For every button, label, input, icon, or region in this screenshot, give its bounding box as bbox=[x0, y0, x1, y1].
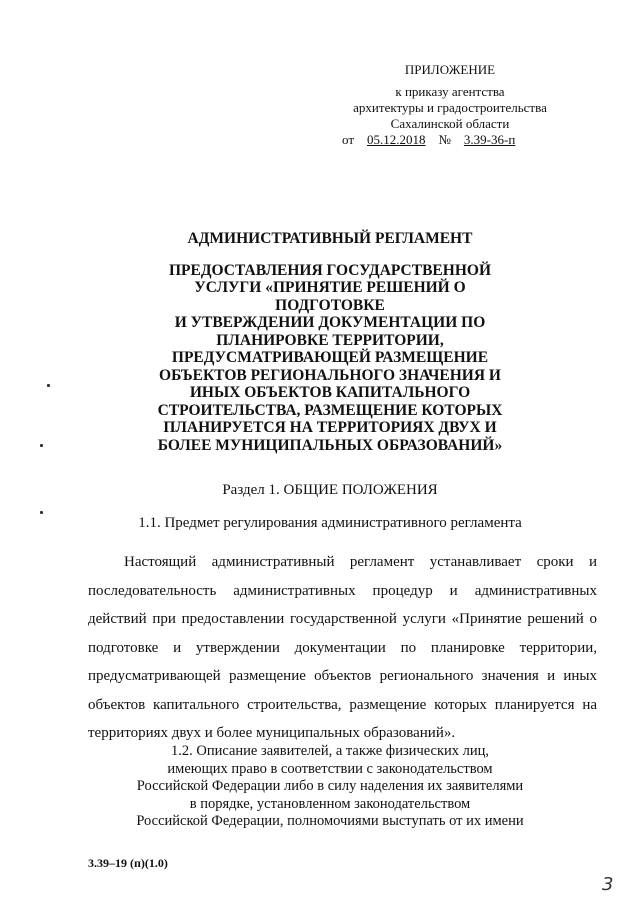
annex-line-3: Сахалинской области bbox=[390, 116, 510, 131]
heading-line: УСЛУГИ «ПРИНЯТИЕ РЕШЕНИЙ О ПОДГОТОВКЕ bbox=[194, 279, 466, 314]
subsection-1-2-line: Российской Федерации либо в силу наделения их заявителями bbox=[136, 778, 524, 794]
subsection-1-2-line: Российской Федерации, полномочиями выступать от их имени bbox=[136, 813, 524, 829]
subsection-1-1-title: 1.1. Предмет регулирования административного регламента bbox=[138, 515, 522, 531]
subsection-1-2-line: в порядке, установленном законодательством bbox=[189, 795, 471, 812]
heading-line: ПРЕДУСМАТРИВАЮЩЕЙ РАЗМЕЩЕНИЕ bbox=[171, 349, 489, 366]
annex-from-label: от bbox=[342, 132, 355, 147]
scan-speck bbox=[40, 444, 43, 447]
heading-line: СТРОИТЕЛЬСТВА, РАЗМЕЩЕНИЕ КОТОРЫХ bbox=[157, 401, 503, 419]
scan-speck bbox=[40, 511, 43, 514]
document-heading bbox=[140, 230, 520, 454]
scan-speck bbox=[47, 384, 50, 387]
annex-line-2: архитектуры и градостроительства bbox=[353, 100, 547, 115]
heading-line: ПЛАНИРУЕТСЯ НА ТЕРРИТОРИЯХ ДВУХ И bbox=[163, 419, 497, 436]
paragraph-line: предусматривающей размещение объектов регионального значения и иных bbox=[88, 668, 597, 684]
heading-line: ПРЕДОСТАВЛЕНИЯ ГОСУДАРСТВЕННОЙ bbox=[168, 261, 491, 279]
annex-order-line bbox=[330, 132, 570, 148]
annex-date: 05.12.2018 bbox=[367, 132, 426, 147]
heading-line: БОЛЕЕ МУНИЦИПАЛЬНЫХ ОБРАЗОВАНИЙ» bbox=[157, 436, 503, 454]
subsection-1-2-line: 1.2. Описание заявителей, а также физических лиц, bbox=[170, 743, 490, 759]
paragraph-1-1 bbox=[88, 548, 597, 748]
heading-title: АДМИНИСТРАТИВНЫЙ РЕГЛАМЕНТ bbox=[187, 230, 473, 247]
footer-code: 3.39–19 (п)(1.0) bbox=[88, 856, 168, 870]
paragraph-line: действий при предоставлении государственной услуги «Принятие решений о bbox=[88, 611, 597, 627]
subsection-1-2-line: имеющих право в соответствии с законодательством bbox=[167, 760, 493, 777]
heading-line: И УТВЕРЖДЕНИИ ДОКУМЕНТАЦИИ ПО bbox=[174, 314, 486, 331]
section-1-title: Раздел 1. ОБЩИЕ ПОЛОЖЕНИЯ bbox=[222, 482, 438, 498]
subsection-1-2-title bbox=[100, 743, 560, 831]
paragraph-line: территориях двух и более муниципальных образований». bbox=[88, 725, 456, 741]
annex-line-1: к приказу агентства bbox=[395, 84, 505, 99]
annex-number: 3.39-36-п bbox=[463, 132, 516, 147]
annex-number-sign: № bbox=[438, 132, 451, 147]
annex-title: ПРИЛОЖЕНИЕ bbox=[404, 62, 496, 77]
paragraph-line: подготовке и утверждении документации по планировке территории, bbox=[88, 639, 597, 656]
heading-line: ОБЪЕКТОВ РЕГИОНАЛЬНОГО ЗНАЧЕНИЯ И bbox=[159, 366, 501, 384]
paragraph-line: Настоящий административный регламент устанавливает сроки и bbox=[124, 554, 597, 570]
annex-block bbox=[330, 62, 570, 148]
paragraph-line: последовательность административных процедур и административных bbox=[88, 582, 597, 599]
heading-line: ПЛАНИРОВКЕ ТЕРРИТОРИИ, bbox=[216, 331, 444, 349]
handwritten-page-number: 3 bbox=[602, 874, 614, 895]
heading-line: ИНЫХ ОБЪЕКТОВ КАПИТАЛЬНОГО bbox=[189, 384, 471, 401]
paragraph-line: объектов капитального строительства, размещение которых планируется на bbox=[88, 696, 597, 713]
